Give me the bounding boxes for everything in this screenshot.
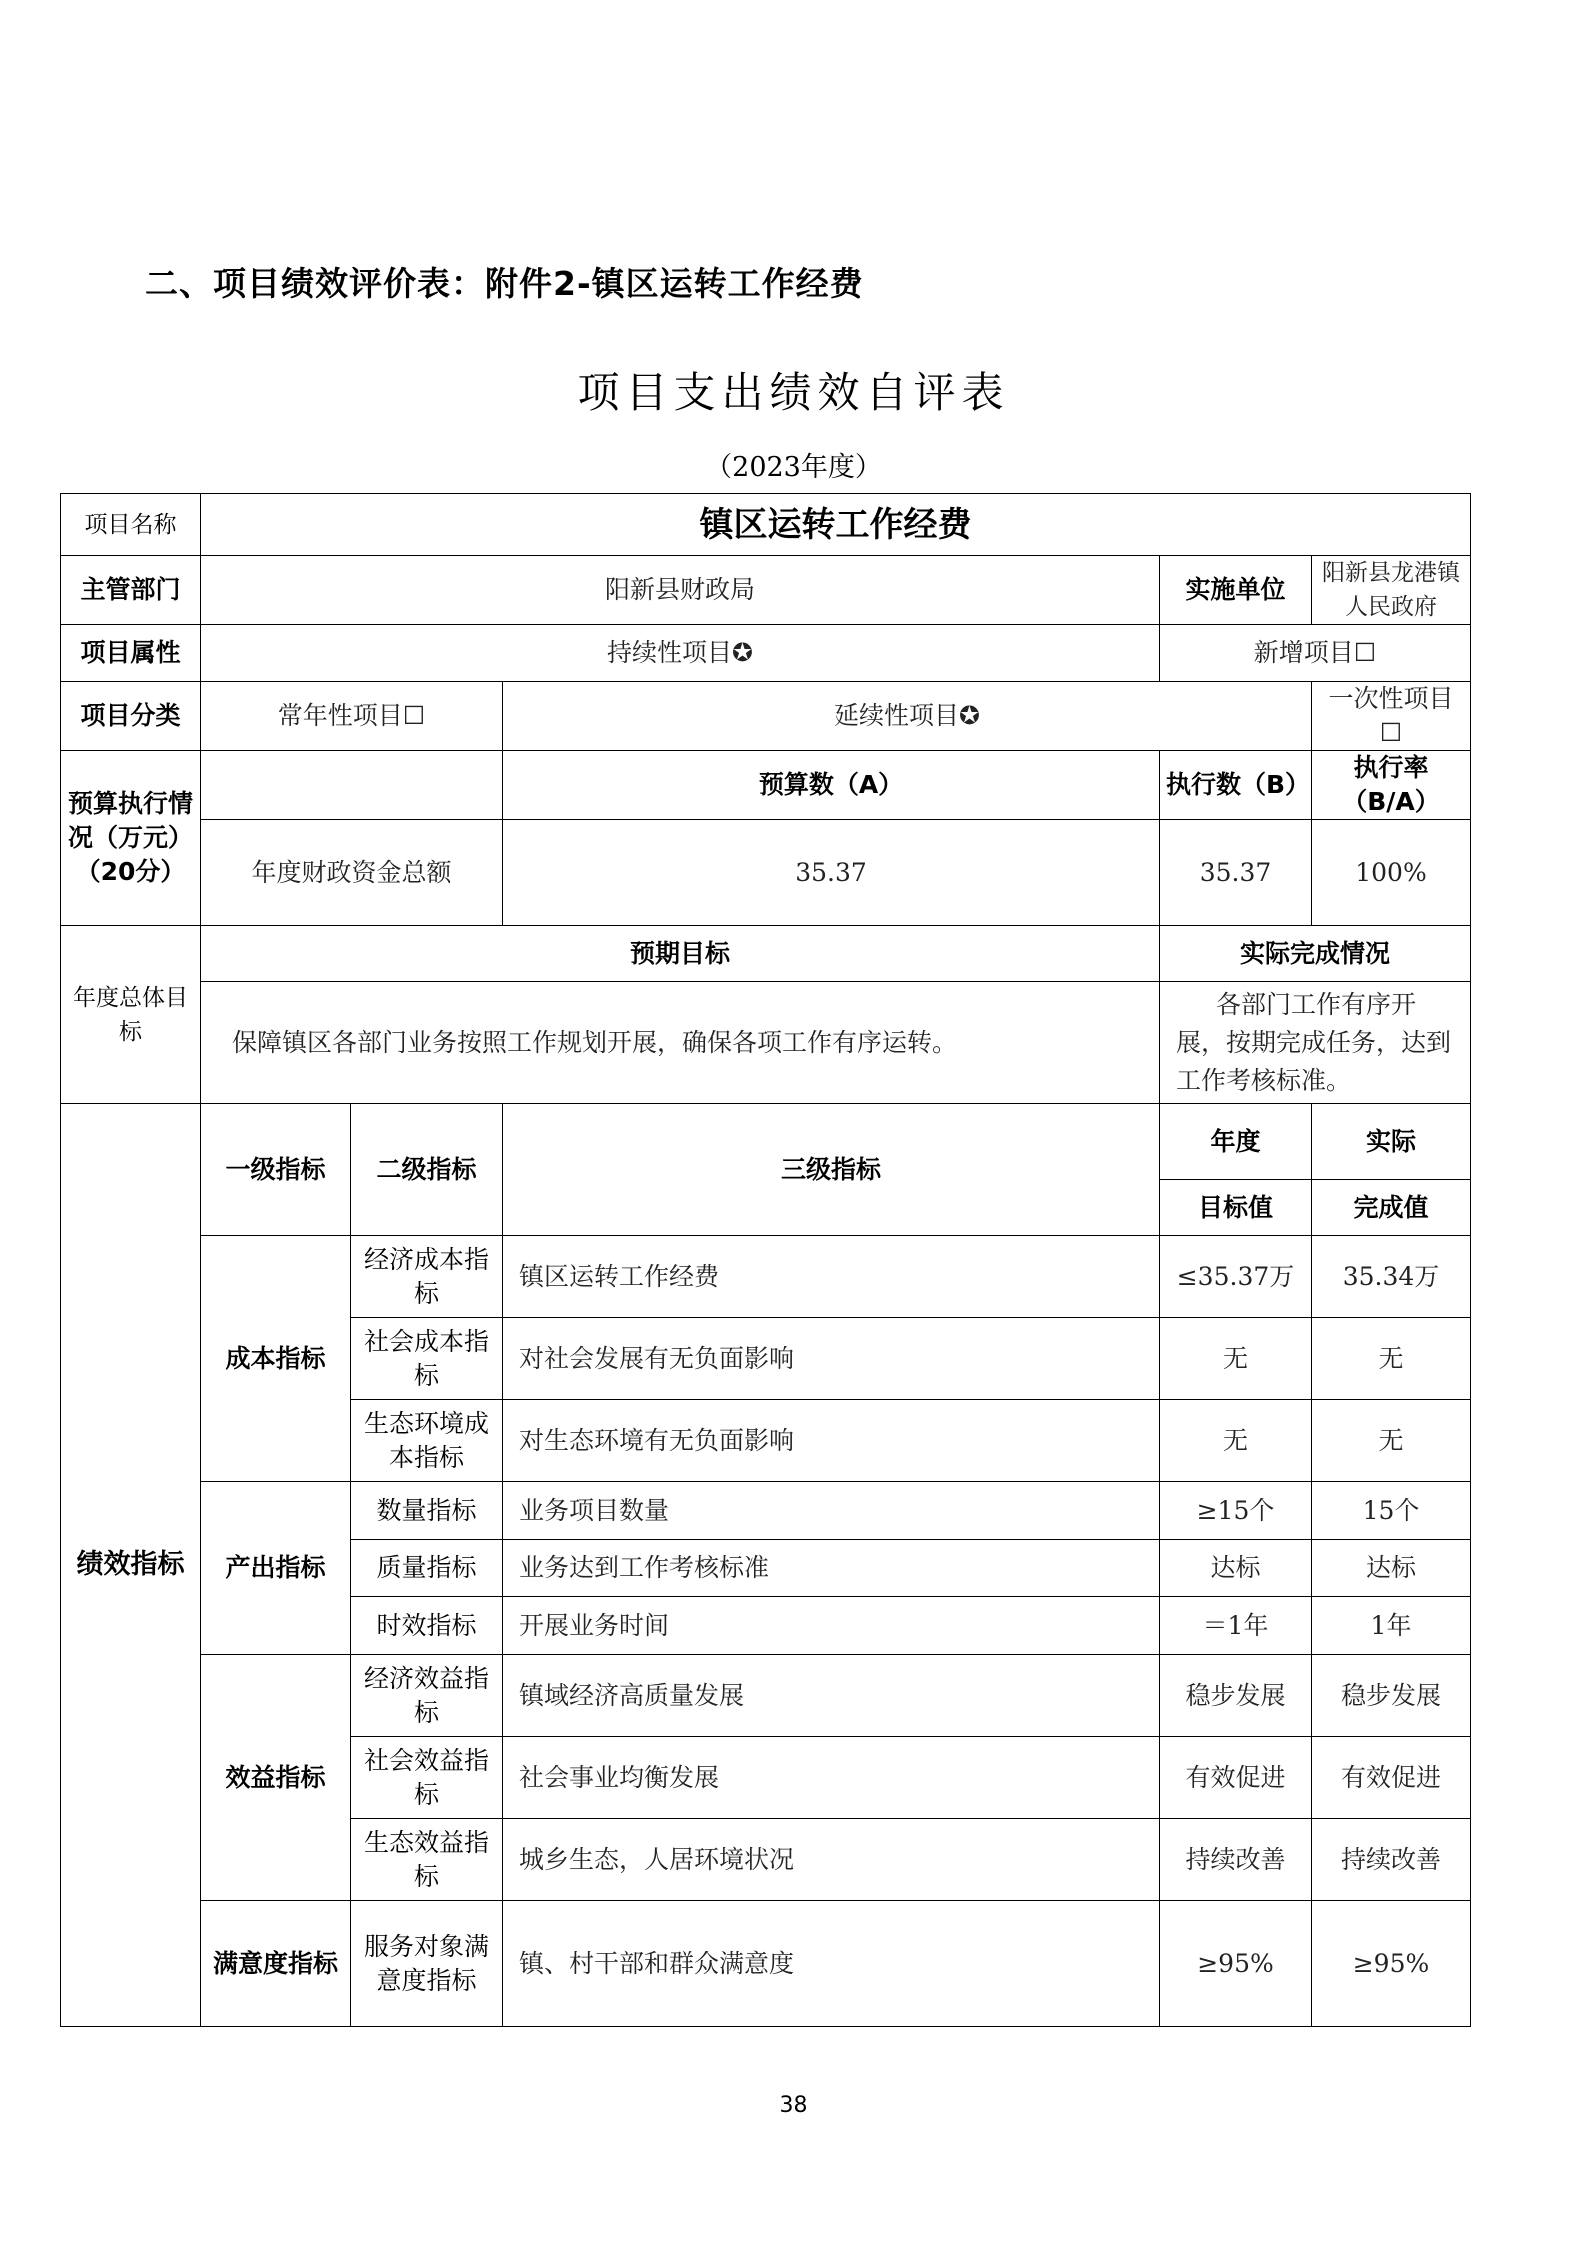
actual-text: 各部门工作有序开展，按期完成任务，达到工作考核标准。 <box>1160 982 1471 1104</box>
class-label: 项目分类 <box>61 682 201 751</box>
section-heading: 二、项目绩效评价表：附件2-镇区运转工作经费 <box>145 264 864 303</box>
attr-label: 项目属性 <box>61 625 201 682</box>
indicators-section-label: 绩效指标 <box>61 1104 201 2027</box>
actual-cell: 有效促进 <box>1312 1737 1471 1819</box>
level2-cell: 经济效益指标 <box>351 1655 503 1737</box>
actual-header: 实际完成情况 <box>1160 926 1471 982</box>
level2-cell: 生态环境成本指标 <box>351 1400 503 1482</box>
impl-value: 阳新县龙港镇人民政府 <box>1312 556 1471 625</box>
actual-cell: 无 <box>1312 1400 1471 1482</box>
class-regular: 常年性项目☐ <box>201 682 503 751</box>
level3-cell: 城乡生态，人居环境状况 <box>503 1819 1160 1901</box>
level2-cell: 经济成本指标 <box>351 1236 503 1318</box>
actual-header-top: 实际 <box>1312 1104 1471 1180</box>
level3-cell: 镇区运转工作经费 <box>503 1236 1160 1318</box>
level2-cell: 社会成本指标 <box>351 1318 503 1400</box>
actual-cell: 15个 <box>1312 1482 1471 1540</box>
page-number: 38 <box>779 2093 808 2118</box>
level2-cell: 质量指标 <box>351 1540 503 1597</box>
actual-cell: 持续改善 <box>1312 1819 1471 1901</box>
level2-header: 二级指标 <box>351 1104 503 1236</box>
goal-label: 年度总体目标 <box>61 926 201 1104</box>
table-row <box>61 1655 1471 1737</box>
level1-satisfaction: 满意度指标 <box>201 1901 351 2027</box>
budget-label: 预算执行情况（万元）（20分） <box>61 751 201 926</box>
level2-cell: 服务对象满意度指标 <box>351 1901 503 2027</box>
performance-table <box>60 493 1471 2027</box>
target-cell: 持续改善 <box>1160 1819 1312 1901</box>
dept-label: 主管部门 <box>61 556 201 625</box>
table-row <box>61 1482 1471 1540</box>
level2-cell: 社会效益指标 <box>351 1737 503 1819</box>
target-cell: ≥95% <box>1160 1901 1312 2027</box>
actual-cell: 35.34万 <box>1312 1236 1471 1318</box>
budget-row-label: 年度财政资金总额 <box>201 820 503 926</box>
target-cell: ≤35.37万 <box>1160 1236 1312 1318</box>
budget-col-rate: 执行率（B/A） <box>1312 751 1471 820</box>
project-name-value: 镇区运转工作经费 <box>201 494 1471 556</box>
fiscal-year: （2023年度） <box>705 452 882 483</box>
attr-continuing: 持续性项目✪ <box>201 625 1160 682</box>
level3-cell: 对生态环境有无负面影响 <box>503 1400 1160 1482</box>
expected-text: 保障镇区各部门业务按照工作规划开展，确保各项工作有序运转。 <box>201 982 1160 1104</box>
rate-value: 100% <box>1312 820 1471 926</box>
level3-cell: 镇、村干部和群众满意度 <box>503 1901 1160 2027</box>
target-cell: ≥15个 <box>1160 1482 1312 1540</box>
actual-cell: 无 <box>1312 1318 1471 1400</box>
project-name-label: 项目名称 <box>61 494 201 556</box>
class-once: 一次性项目☐ <box>1312 682 1471 751</box>
level3-header: 三级指标 <box>503 1104 1160 1236</box>
level1-benefit: 效益指标 <box>201 1655 351 1901</box>
table-row <box>61 1236 1471 1318</box>
target-cell: 无 <box>1160 1400 1312 1482</box>
budget-col-a: 预算数（A） <box>503 751 1160 820</box>
level3-cell: 开展业务时间 <box>503 1597 1160 1655</box>
level1-output: 产出指标 <box>201 1482 351 1655</box>
actual-header-bottom: 完成值 <box>1312 1180 1471 1236</box>
impl-label: 实施单位 <box>1160 556 1312 625</box>
target-cell: ＝1年 <box>1160 1597 1312 1655</box>
level3-cell: 镇域经济高质量发展 <box>503 1655 1160 1737</box>
target-header-top: 年度 <box>1160 1104 1312 1180</box>
level3-cell: 社会事业均衡发展 <box>503 1737 1160 1819</box>
actual-cell: 达标 <box>1312 1540 1471 1597</box>
dept-value: 阳新县财政局 <box>201 556 1160 625</box>
actual-cell: ≥95% <box>1312 1901 1471 2027</box>
budget-value: 35.37 <box>503 820 1160 926</box>
level1-header: 一级指标 <box>201 1104 351 1236</box>
actual-cell: 稳步发展 <box>1312 1655 1471 1737</box>
budget-col-b: 执行数（B） <box>1160 751 1312 820</box>
class-extended: 延续性项目✪ <box>503 682 1312 751</box>
document-title: 项目支出绩效自评表 <box>577 368 1010 417</box>
table-row <box>61 1901 1471 2027</box>
budget-blank-cell <box>201 751 503 820</box>
attr-new: 新增项目☐ <box>1160 625 1471 682</box>
level3-cell: 对社会发展有无负面影响 <box>503 1318 1160 1400</box>
expected-header: 预期目标 <box>201 926 1160 982</box>
target-header-bottom: 目标值 <box>1160 1180 1312 1236</box>
target-cell: 有效促进 <box>1160 1737 1312 1819</box>
level3-cell: 业务达到工作考核标准 <box>503 1540 1160 1597</box>
target-cell: 无 <box>1160 1318 1312 1400</box>
target-cell: 稳步发展 <box>1160 1655 1312 1737</box>
target-cell: 达标 <box>1160 1540 1312 1597</box>
level2-cell: 时效指标 <box>351 1597 503 1655</box>
level1-cost: 成本指标 <box>201 1236 351 1482</box>
exec-value: 35.37 <box>1160 820 1312 926</box>
actual-cell: 1年 <box>1312 1597 1471 1655</box>
level2-cell: 生态效益指标 <box>351 1819 503 1901</box>
level3-cell: 业务项目数量 <box>503 1482 1160 1540</box>
level2-cell: 数量指标 <box>351 1482 503 1540</box>
